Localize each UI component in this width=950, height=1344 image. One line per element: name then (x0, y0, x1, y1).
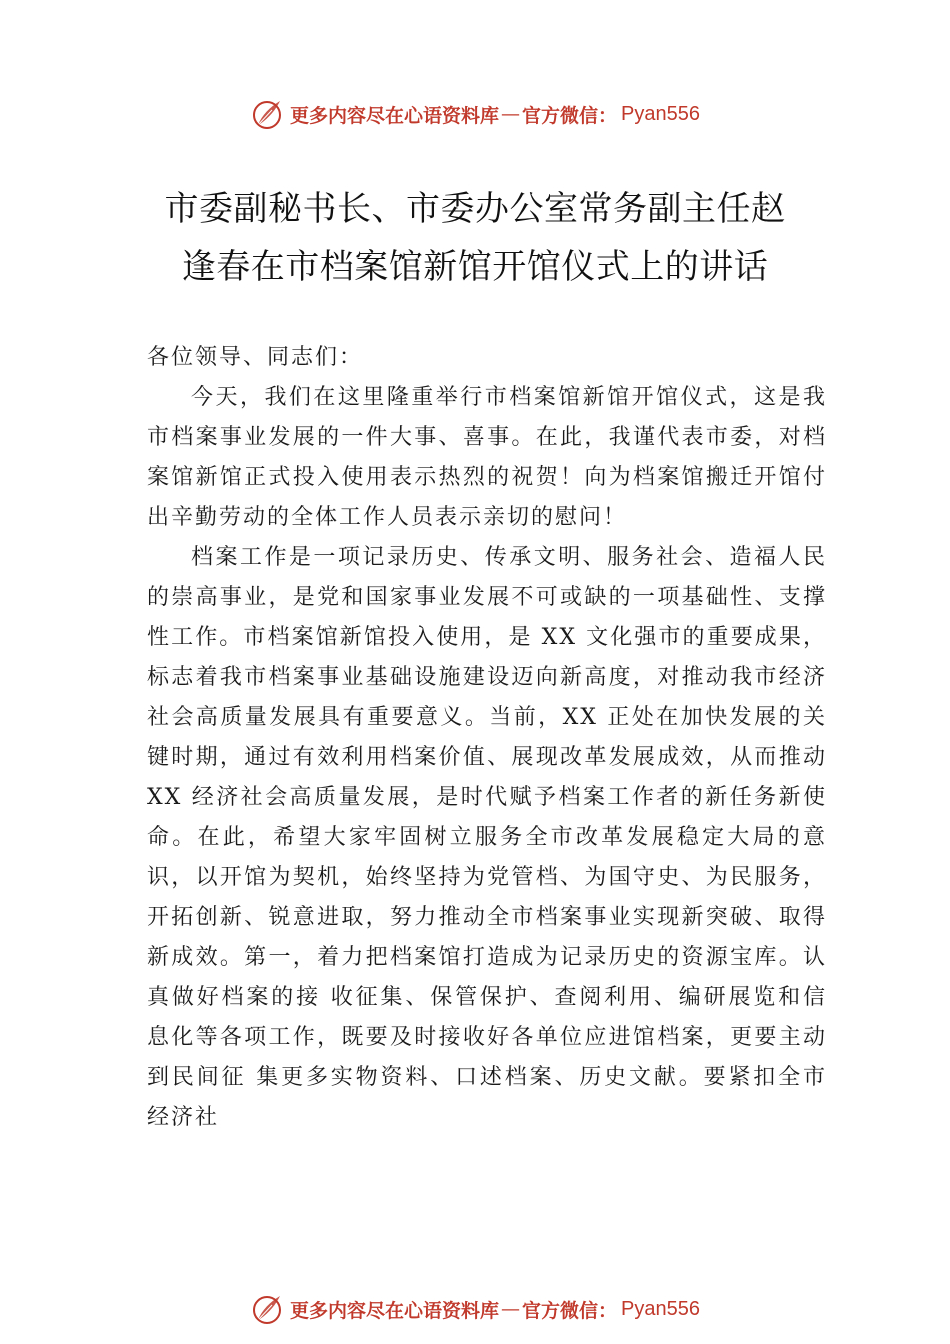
feather-quill-icon (250, 1292, 284, 1326)
banner-dash: — (501, 1298, 521, 1320)
banner-brand-text: 更多内容尽在心语资料库 (290, 1299, 500, 1322)
paragraph: 档案工作是一项记录历史、传承文明、服务社会、造福人民的崇高事业，是党和国家事业发展不可或缺的一项基础性、支撑性工作。市档案馆新馆投入使用，是 XX 文化强市的重要成果，标志着我市档案事业基础设施建设迈向新高度，对推动我市经济社会高质量发展具有重要意义。当前，XX 正处在加快发展的关键时期，通过有效利用档案价值、展现改革发展成效，从而推动 XX 经济社会高质量发展，是时代赋予档案工作者的新任务新使命。在此，希望大家牢固树立服务全市改革发展稳定大局的意识，以开馆为契机，始终坚持为党管档、为国守史、为民服务，开拓创新、锐意进取，努力推动全市档案事业实现新突破、取得新成效。第一，着力把档案馆打造成为记录历史的资源宝库。认真做好档案的接 收征集、保管保护、查阅利用、编研展览和信息化等各项工作，既要及时接收好各单位应进馆档案，更要主动到民间征 集更多实物资料、口述档案、历史文献。要紧扣全市经济社 (147, 545, 828, 1130)
banner-wechat-label: 官方微信： (522, 1299, 618, 1322)
banner-wechat-id: Pyan556 (621, 102, 700, 125)
banner-wechat-label: 官方微信： (522, 104, 618, 127)
footer-banner (0, 1289, 950, 1329)
feather-quill-icon (250, 97, 284, 131)
title-line-1: 市委副秘书长、市委办公室常务副主任赵 (164, 189, 786, 229)
banner-wechat-id: Pyan556 (621, 1297, 700, 1320)
document-body (147, 338, 827, 1138)
title-line-2: 逢春在市档案馆新馆开馆仪式上的讲话 (181, 247, 769, 287)
salutation: 各位领导、同志们： (147, 345, 364, 370)
header-banner (0, 94, 950, 134)
banner-dash: — (501, 103, 521, 125)
banner-brand-text: 更多内容尽在心语资料库 (290, 104, 500, 127)
document-title (100, 180, 850, 296)
paragraph: 今天，我们在这里隆重举行市档案馆新馆开馆仪式，这是我市档案事业发展的一件大事、喜事。在此，我谨代表市委，对档案馆新馆正式投入使用表示热烈的祝贺！向为档案馆搬迁开馆付出辛勤劳动的全体工作人员表示亲切的慰问！ (147, 385, 827, 530)
